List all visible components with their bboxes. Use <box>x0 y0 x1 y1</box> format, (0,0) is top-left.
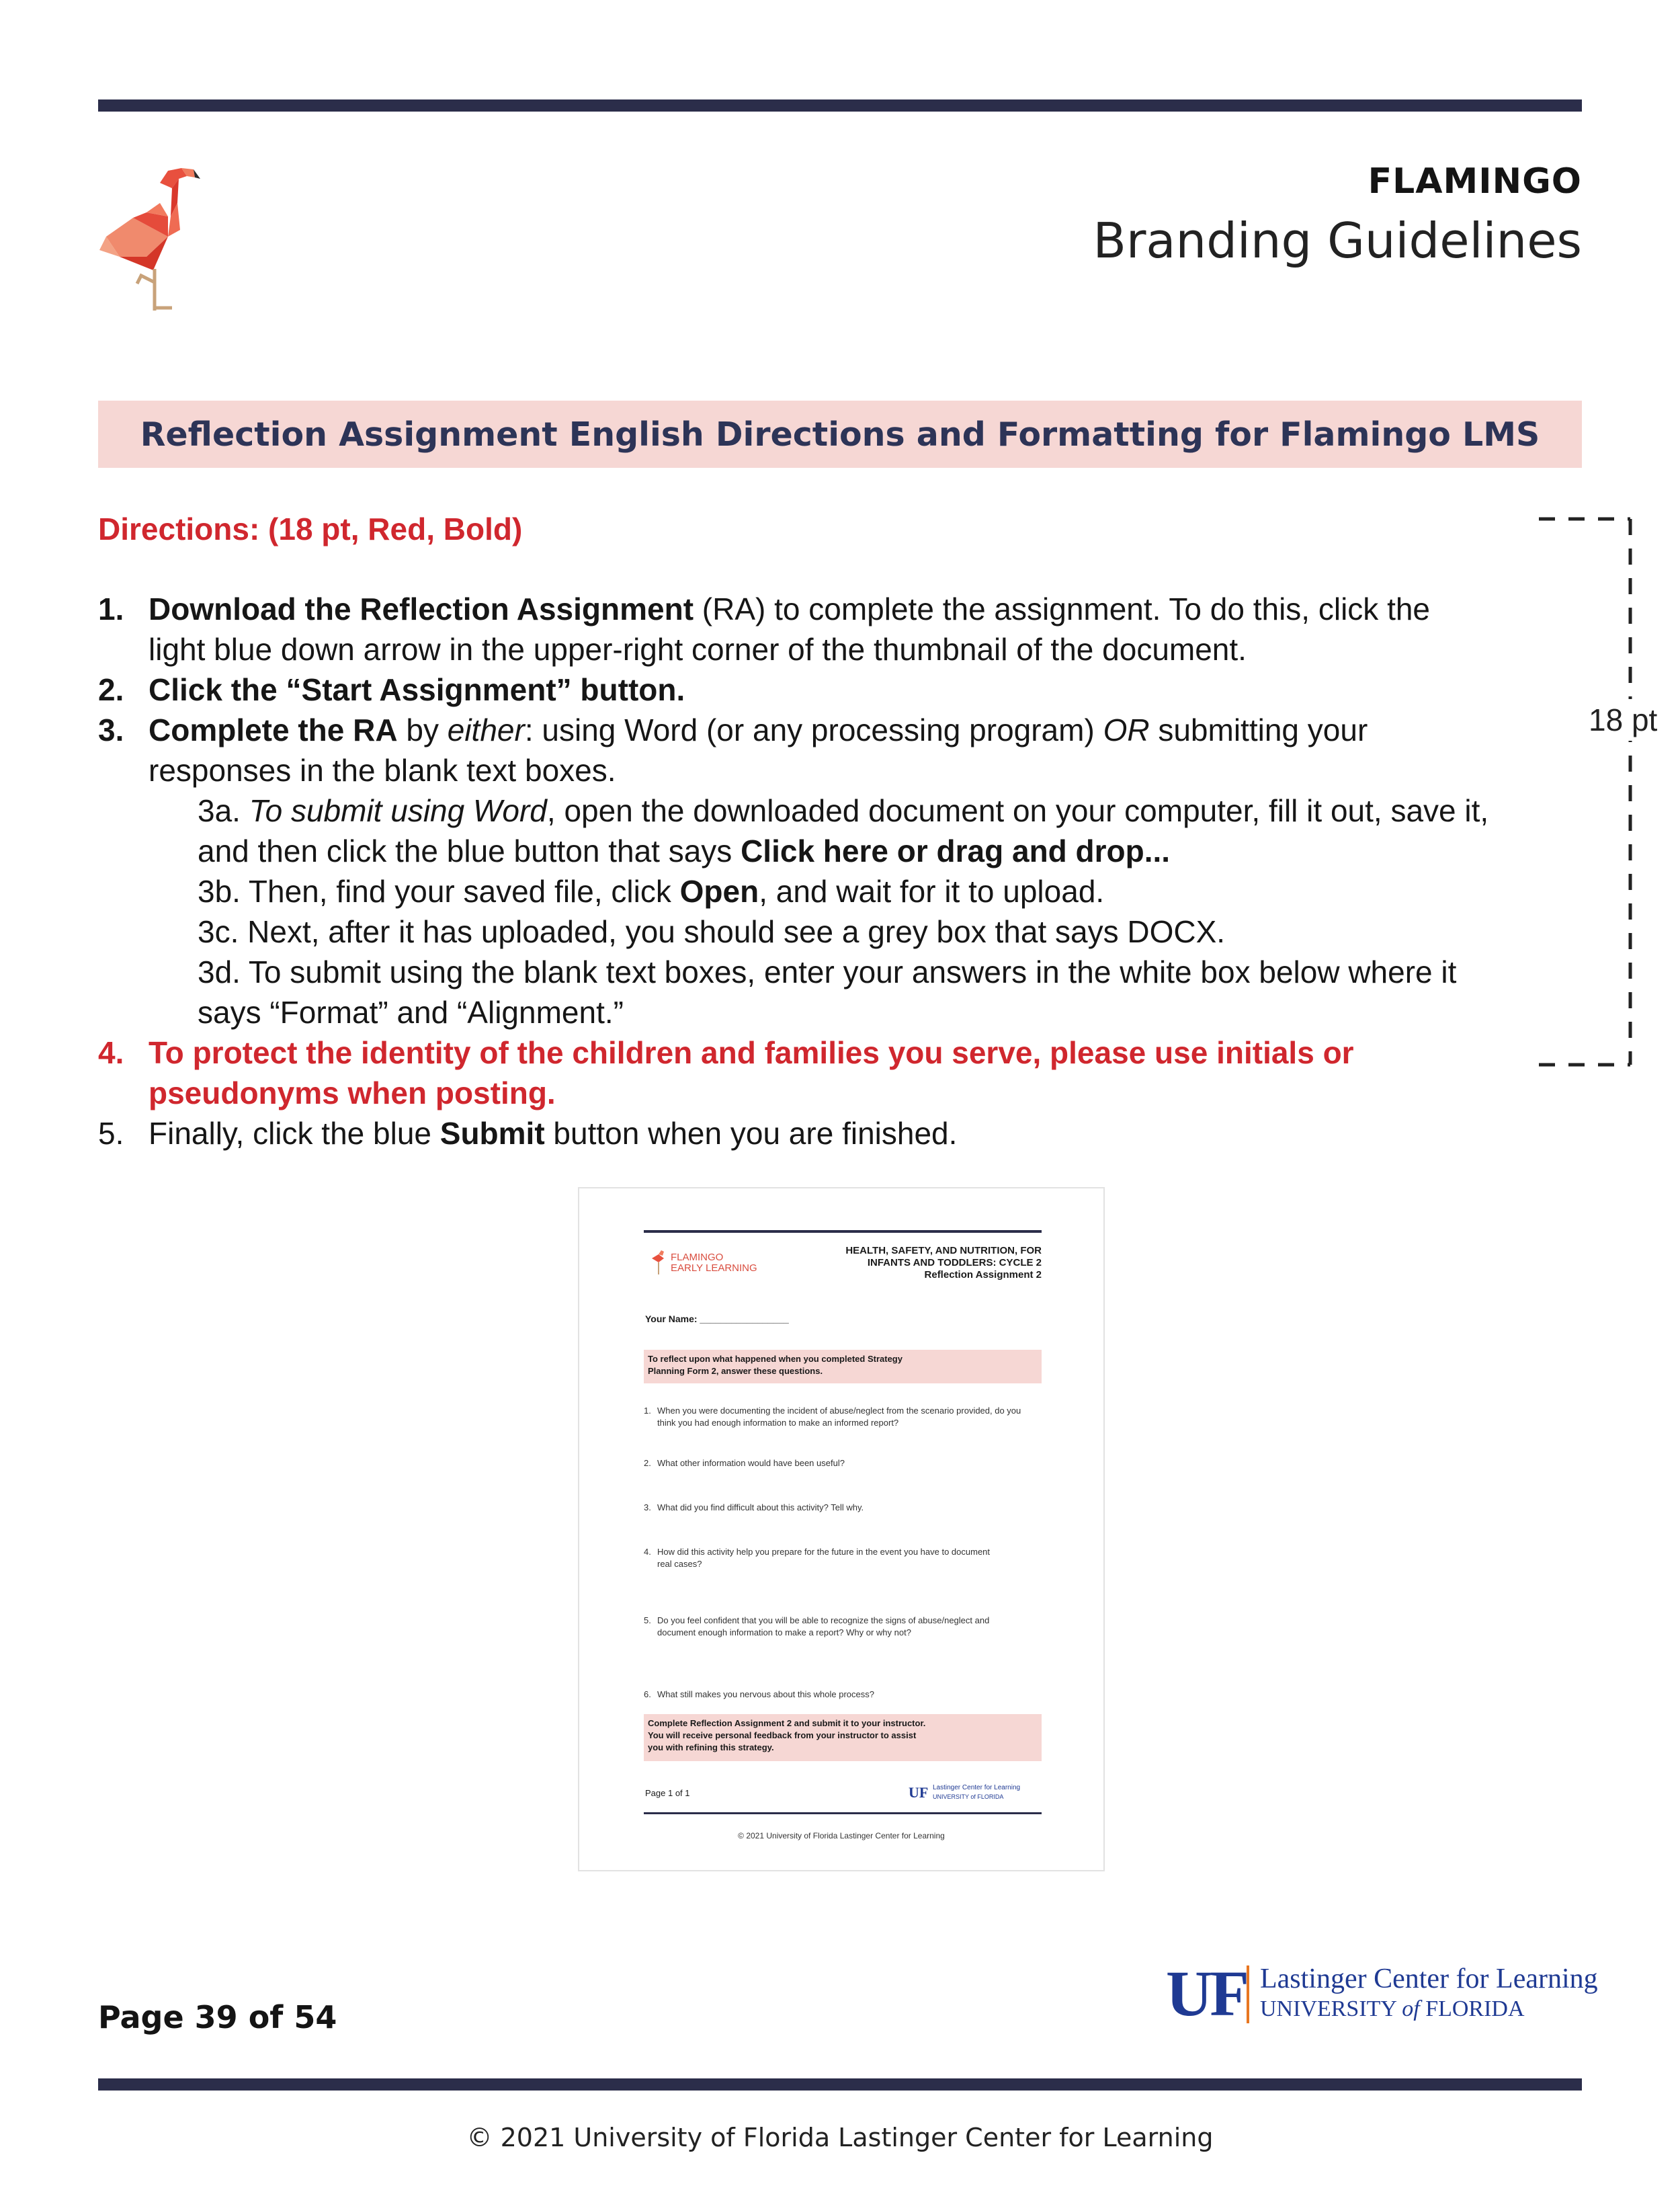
thumb-question-number: 5. <box>644 1615 651 1625</box>
thumb-question-number: 2. <box>644 1458 651 1468</box>
thumb-bottom-rule <box>644 1812 1042 1814</box>
substep-3a <box>198 790 1488 831</box>
thumb-question <box>644 1615 1007 1639</box>
thumb-question-text: What other information would have been useful? <box>657 1458 845 1468</box>
step-number: 4. <box>98 1035 124 1070</box>
step-text <box>149 1113 957 1153</box>
thumb-closing-line3: you with refining this strategy. <box>648 1742 774 1752</box>
thumb-header-line2: INFANTS AND TODDLERS: CYCLE 2 <box>867 1257 1042 1268</box>
step-number: 1. <box>98 592 124 626</box>
step-number: 3. <box>98 713 124 747</box>
thumb-closing-line2: You will receive personal feedback from your instructor to assist <box>648 1730 917 1740</box>
thumb-flamingo-icon <box>649 1249 667 1276</box>
substep-text: and then click the blue button that says <box>198 834 741 868</box>
thumb-question <box>644 1502 1034 1514</box>
step-continuation: pseudonyms when posting. <box>149 1076 556 1110</box>
step-bold-text: Download the Reflection Assignment <box>149 592 694 626</box>
size-bracket <box>1532 516 1633 1067</box>
thumb-uf-mark: UF <box>909 1784 929 1801</box>
thumb-logo-line2: EARLY LEARNING <box>671 1262 757 1274</box>
thumb-question-number: 6. <box>644 1689 651 1699</box>
directions-title: Directions: (18 pt, Red, Bold) <box>98 512 523 546</box>
step-text: To protect the identity of the children and families you serve, please use initials or <box>149 1035 1354 1070</box>
step-number: 2. <box>98 672 124 707</box>
bottom-rule <box>98 2078 1582 2091</box>
uf-line2-of: of <box>1402 1996 1420 2021</box>
uf-divider <box>1247 1965 1249 2023</box>
thumb-uf-line2: UNIVERSITY of FLORIDA <box>933 1793 1004 1800</box>
thumb-page-number: Page 1 of 1 <box>645 1788 690 1798</box>
uf-line2-pre: UNIVERSITY <box>1260 1996 1402 2021</box>
document-thumbnail[interactable] <box>578 1187 1105 1871</box>
copyright: © 2021 University of Florida Lastinger Center for Learning <box>466 2123 1214 2152</box>
thumb-question-text: What still makes you nervous about this whole process? <box>657 1689 874 1699</box>
section-title: Reflection Assignment English Directions and Formatting for Flamingo LMS <box>140 415 1540 454</box>
step-text-end: submitting your <box>1149 713 1368 747</box>
step-italic-either: either <box>447 713 525 747</box>
substep-rest: , open the downloaded document on your computer, fill it out, save it, <box>546 793 1489 828</box>
step-italic-or: OR <box>1103 713 1150 747</box>
step-text-mid: : using Word (or any processing program) <box>524 713 1103 747</box>
substep-bold: Click here or drag and drop... <box>741 834 1171 868</box>
substep-label: 3a. <box>198 793 249 828</box>
thumb-logo-line1: FLAMINGO <box>671 1252 724 1263</box>
brand-name: FLAMINGO <box>1368 161 1582 202</box>
thumb-closing-line1: Complete Reflection Assignment 2 and submit it to your instructor. <box>648 1718 926 1728</box>
thumb-top-rule <box>644 1230 1042 1233</box>
thumb-question-number: 4. <box>644 1547 651 1557</box>
step-rest-text: (RA) to complete the assignment. To do this, click the <box>694 592 1431 626</box>
step-number: 5. <box>98 1116 124 1151</box>
substep-3d-line2: says “Format” and “Alignment.” <box>198 995 624 1030</box>
step-text <box>149 710 1368 750</box>
substep-italic: To submit using Word <box>249 793 547 828</box>
thumb-question-text: When you were documenting the incident of abuse/neglect from the scenario provided, do you think you had enough information to make an informed report? <box>657 1406 1021 1428</box>
step-4 <box>98 1032 1543 1113</box>
thumb-question-text: Do you feel confident that you will be able to recognize the signs of abuse/neglect and document enough information to make a report? Why or why not? <box>657 1615 990 1637</box>
flamingo-logo-icon <box>93 156 227 311</box>
thumb-intro-box <box>644 1350 1042 1383</box>
thumb-question <box>644 1546 1007 1570</box>
step-text-pre: Finally, click the blue <box>149 1116 440 1151</box>
substep-3a-line2 <box>198 831 1170 871</box>
page-subtitle: Branding Guidelines <box>1093 212 1582 269</box>
step-text <box>149 589 1430 629</box>
step-bold-text: Submit <box>439 1116 545 1151</box>
thumb-question <box>644 1457 1034 1469</box>
thumb-uf-line1: Lastinger Center for Learning <box>933 1784 1021 1791</box>
substep-text-post: , and wait for it to upload. <box>759 874 1105 909</box>
substep-3c: 3c. Next, after it has uploaded, you should see a grey box that says DOCX. <box>198 914 1226 949</box>
uf-line1: Lastinger Center for Learning <box>1260 1963 1598 1994</box>
thumb-question-number: 3. <box>644 1502 651 1512</box>
section-banner <box>98 401 1582 468</box>
thumb-closing-box <box>644 1714 1042 1761</box>
substep-bold: Open <box>679 874 759 909</box>
thumb-copyright: © 2021 University of Florida Lastinger Center for Learning <box>738 1831 945 1840</box>
top-rule <box>98 99 1582 112</box>
thumb-intro-line2: Planning Form 2, answer these questions. <box>648 1366 823 1376</box>
step-bold-text: Click the “Start Assignment” button. <box>149 672 685 707</box>
step-text-post: button when you are finished. <box>544 1116 958 1151</box>
thumb-your-name: Your Name: _________________ <box>645 1313 789 1324</box>
step-continuation: light blue down arrow in the upper-right corner of the thumbnail of the document. <box>149 632 1247 667</box>
uf-line2 <box>1260 1996 1525 2022</box>
thumb-header-line3: Reflection Assignment 2 <box>924 1269 1042 1281</box>
thumb-question <box>644 1689 1034 1701</box>
uf-line2-post: FLORIDA <box>1419 1996 1525 2021</box>
step-5 <box>98 1113 1543 1153</box>
thumb-question <box>644 1405 1034 1429</box>
size-label: 18 pt <box>1589 699 1657 741</box>
substep-3d: 3d. To submit using the blank text boxes, enter your answers in the white box below where it <box>198 955 1457 989</box>
step-3 <box>98 710 1543 790</box>
uf-lastinger-logo <box>1166 1957 1598 2029</box>
step-continuation: responses in the blank text boxes. <box>149 753 616 788</box>
step-1 <box>98 589 1543 670</box>
substep-text: 3b. Then, find your saved file, click <box>198 874 680 909</box>
page-number: Page 39 of 54 <box>98 1999 337 2035</box>
thumb-question-text: What did you find difficult about this activity? Tell why. <box>657 1502 864 1512</box>
substep-3b <box>198 871 1104 911</box>
uf-mark: UF <box>1166 1957 1247 2029</box>
step-text-by: by <box>397 713 448 747</box>
thumb-question-text: How did this activity help you prepare for the future in the event you have to document real cases? <box>657 1547 991 1569</box>
thumb-question-number: 1. <box>644 1406 651 1416</box>
thumb-intro-line1: To reflect upon what happened when you completed Strategy <box>648 1354 902 1364</box>
thumb-header-line1: HEALTH, SAFETY, AND NUTRITION, FOR <box>845 1245 1042 1256</box>
step-bold-text: Complete the RA <box>149 713 398 747</box>
step-2 <box>98 670 1543 710</box>
